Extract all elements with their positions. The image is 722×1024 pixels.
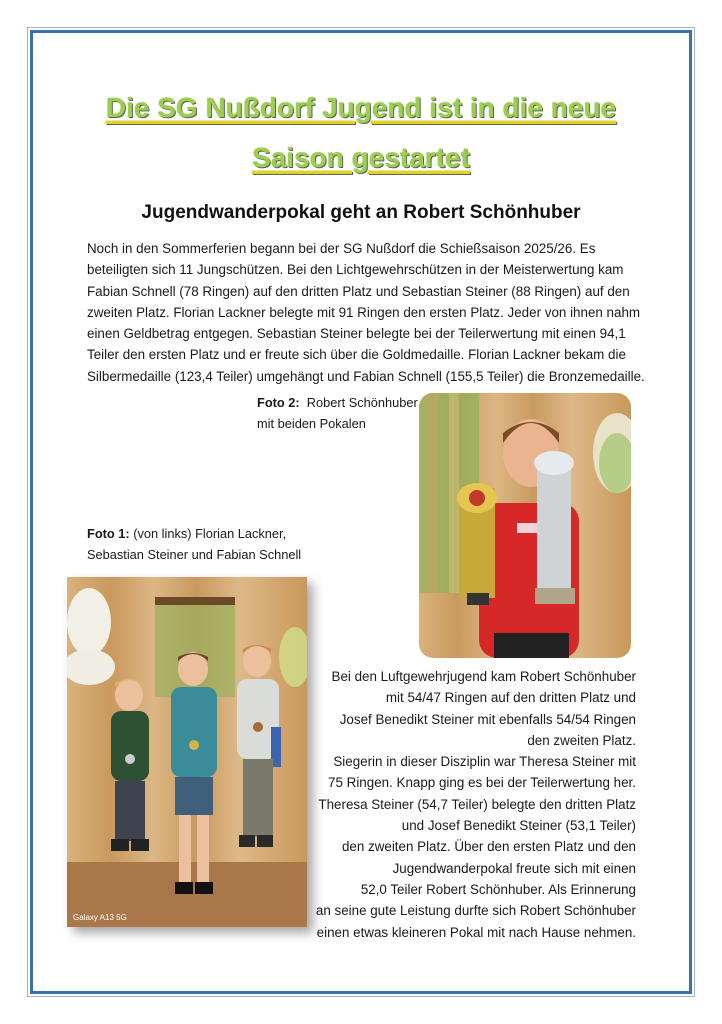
right-line: einen etwas kleineren Pokal mit nach Hause nehmen. [316,924,636,940]
photo-three-boys-medals [67,577,307,927]
photo1-caption [87,523,301,565]
photo2-caption-label: Foto 2: [257,395,300,410]
photo1-caption-line1: (von links) Florian Lackner, [133,526,287,541]
right-line: an seine gute Leistung durfte sich Robert Schönhuber [315,903,636,919]
intro-paragraph [87,238,647,387]
intro-line: einen Geldbetrag entgegen. Sebastian Steiner belegte bei der Teilerwertung mit einen 94,1 [87,326,626,342]
intro-line: beteiligten sich 11 Jungschützen. Bei den Lichtgewehrschützen in der Meisterwertung kam [87,262,624,278]
photo1-caption-line2: Sebastian Steiner und Fabian Schnell [87,547,302,562]
intro-line: Teiler den ersten Platz und er freute sich über die Goldmedaille. Florian Lackner bekam die [87,347,626,363]
photo-robert-with-trophies [419,393,631,658]
right-line: Siegerin in dieser Disziplin war Theresa Steiner mit [333,754,636,770]
photo2-caption-line2: mit beiden Pokalen [257,416,366,431]
right-line: den zweiten Platz. Über den ersten Platz und den [341,839,636,855]
photo2-illustration [419,393,631,658]
photo1-caption-label: Foto 1: [87,526,130,541]
photo2-caption-line1: Robert Schönhuber [306,395,418,410]
headline-line-1: Die SG Nußdorf Jugend ist in die neue [105,92,617,123]
right-line: Bei den Luftgewehrjugend kam Robert Schönhuber [331,669,636,684]
subtitle: Jugendwanderpokal geht an Robert Schönhuber [141,202,581,223]
right-line: mit 54/47 Ringen auf den dritten Platz und [385,690,636,706]
intro-line: Noch in den Sommerferien begann bei der SG Nußdorf die Schießsaison 2025/26. Es [87,241,596,256]
headline-line-2: Saison gestartet [252,142,470,173]
right-paragraph [300,666,636,943]
photo1-illustration [67,577,307,927]
right-line: den zweiten Platz. [527,732,636,748]
right-line: Josef Benedikt Steiner mit ebenfalls 54/54 Ringen [339,711,636,727]
right-line: Theresa Steiner (54,7 Teiler) belegte den dritten Platz [318,796,636,812]
camera-watermark: Galaxy A13 5G [73,913,127,922]
right-line: Jugendwanderpokal freute sich mit einen [392,860,636,876]
right-line: 75 Ringen. Knapp ging es bei der Teilerwertung her. [328,775,636,791]
photo2-caption [257,392,418,434]
intro-line: Silbermedaille (123,4 Teiler) umgehängt und Fabian Schnell (155,5 Teiler) die Bronzemedaille. [87,368,645,384]
right-line: und Josef Benedikt Steiner (53,1 Teiler) [401,818,636,834]
intro-line: Fabian Schnell (78 Ringen) auf den dritten Platz und Sebastian Steiner (88 Ringen) auf den [87,283,630,299]
right-line: 52,0 Teiler Robert Schönhuber. Als Erinnerung [360,881,636,897]
intro-line: zweiten Platz. Florian Lackner belegte mit 91 Ringen den ersten Platz. Jeder von ihnen nahm [87,304,641,320]
